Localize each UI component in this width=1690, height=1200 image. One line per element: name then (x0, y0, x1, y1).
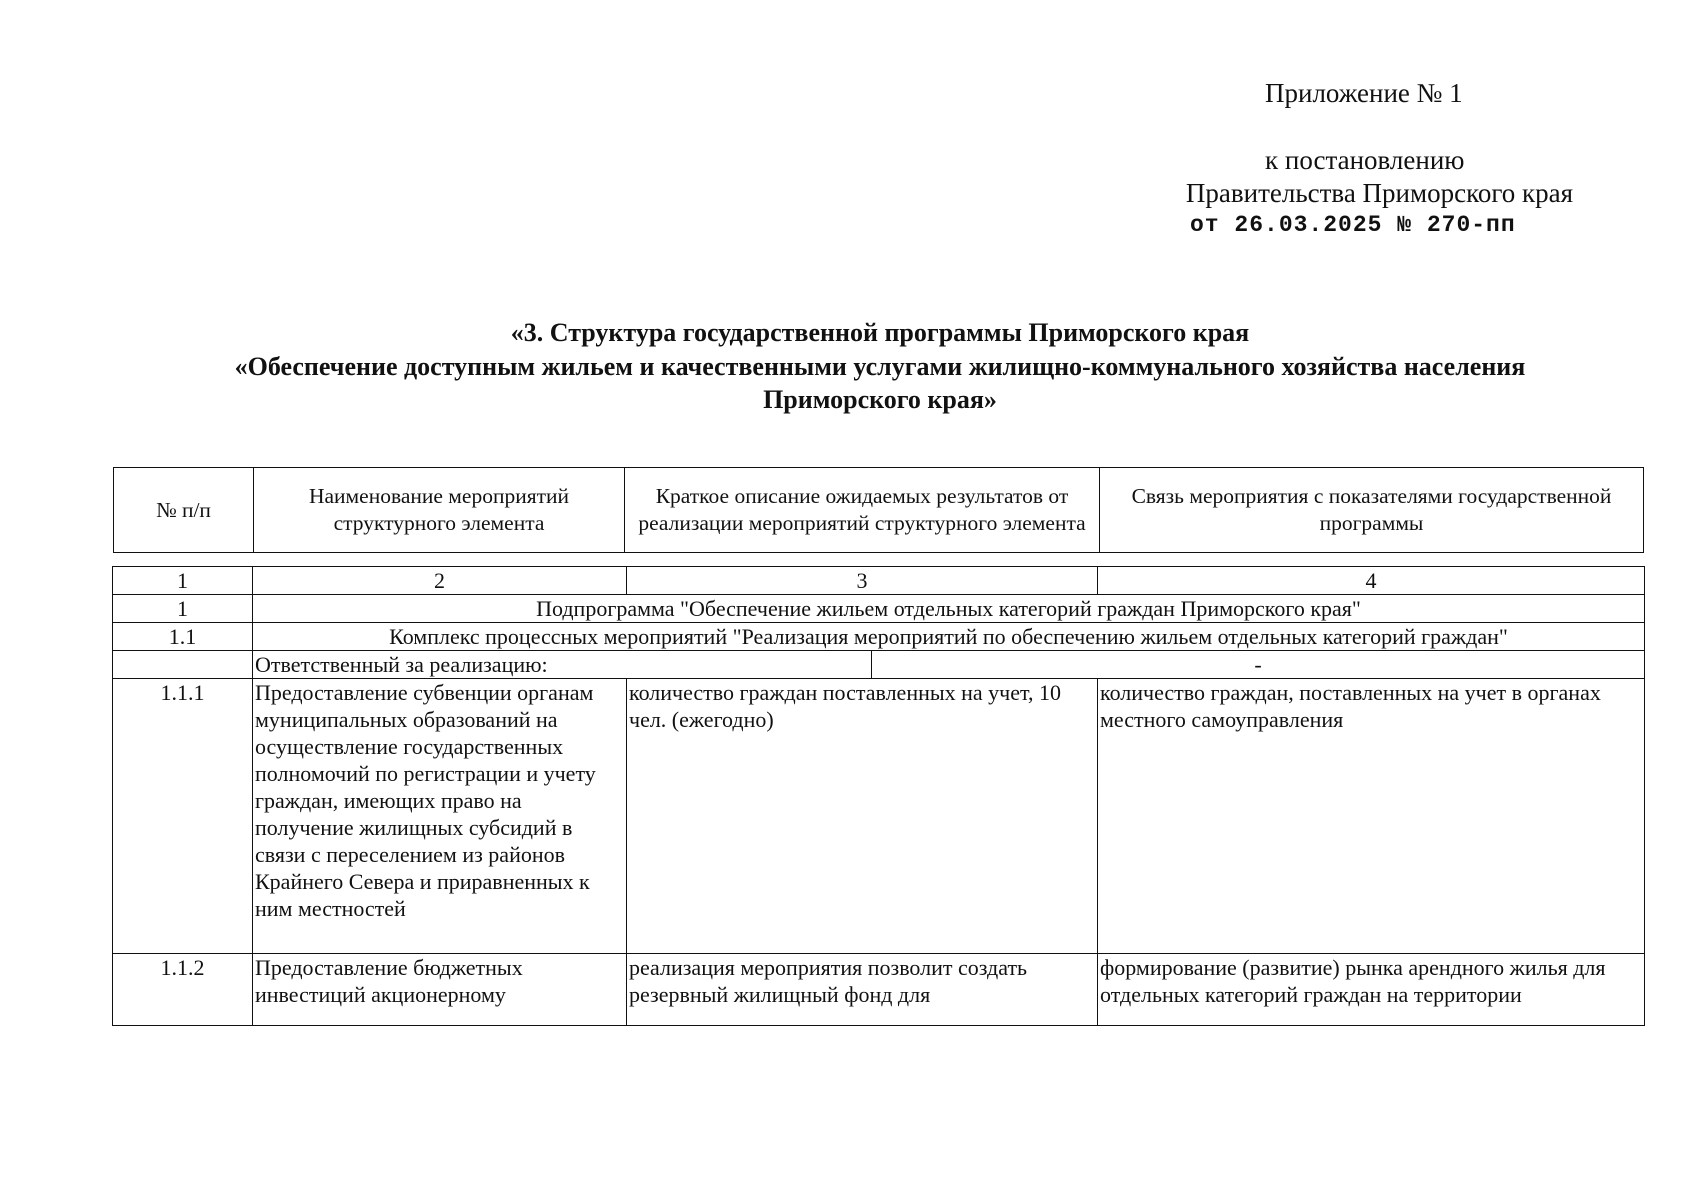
row-name: Предоставление субвенции органам муниципальных образований на осуществление государственных полномочий по регистрации и учету граждан, имеющих право на получение жилищных субсидий в связи с переселением из районов Крайнего Севера и приравненных к ним местностей (253, 679, 627, 954)
appendix-label: Приложение № 1 (1265, 78, 1463, 108)
subprogram-number: 1 (113, 595, 253, 623)
document-title-line-2: «Обеспечение доступным жильем и качественными услугами жилищно-коммунального хозяйства населения (234, 352, 1526, 381)
table-header (113, 467, 1644, 553)
table-row (113, 954, 1645, 1026)
row-result: количество граждан поставленных на учет, 10 чел. (ежегодно) (627, 679, 1098, 954)
responsible-label: Ответственный за реализацию: (253, 651, 872, 679)
government-label: Правительства Приморского края (1185, 178, 1573, 208)
subprogram-row (113, 595, 1645, 623)
row-indicator: количество граждан, поставленных на учет в органах местного самоуправления (1098, 679, 1645, 954)
column-number: 3 (627, 567, 1098, 595)
subprogram-title: Подпрограмма "Обеспечение жильем отдельных категорий граждан Приморского края" (253, 595, 1645, 623)
structure-table (112, 566, 1645, 1026)
to-decree-label: к постановлению (1265, 145, 1465, 175)
complex-title: Комплекс процессных мероприятий "Реализация мероприятий по обеспечению жильем отдельных категорий граждан" (253, 623, 1645, 651)
column-header-indicator: Связь мероприятия с показателями государственной программы (1100, 468, 1644, 553)
header-row (114, 468, 1644, 553)
table-row (113, 679, 1645, 954)
responsible-row (113, 651, 1645, 679)
decree-date: от 26.03.2025 № 270-пп (1190, 212, 1516, 238)
responsible-value: - (872, 651, 1645, 679)
responsible-number (113, 651, 253, 679)
document-title-line-3: Приморского края» (763, 385, 997, 414)
column-number: 1 (113, 567, 253, 595)
document-title-line-1: «3. Структура государственной программы Приморского края (510, 318, 1250, 347)
row-number: 1.1.2 (113, 954, 253, 1026)
complex-number: 1.1 (113, 623, 253, 651)
row-result: реализация мероприятия позволит создать резервный жилищный фонд для (627, 954, 1098, 1026)
row-indicator: формирование (развитие) рынка арендного жилья для отдельных категорий граждан на территории (1098, 954, 1645, 1026)
row-name: Предоставление бюджетных инвестиций акционерному (253, 954, 627, 1026)
column-number: 4 (1098, 567, 1645, 595)
column-numbers-row (113, 567, 1645, 595)
column-number: 2 (253, 567, 627, 595)
column-header-name: Наименование мероприятий структурного элемента (254, 468, 625, 553)
complex-row (113, 623, 1645, 651)
column-header-number: № п/п (114, 468, 254, 553)
row-number: 1.1.1 (113, 679, 253, 954)
column-header-result: Краткое описание ожидаемых результатов от реализации мероприятий структурного элемента (625, 468, 1100, 553)
